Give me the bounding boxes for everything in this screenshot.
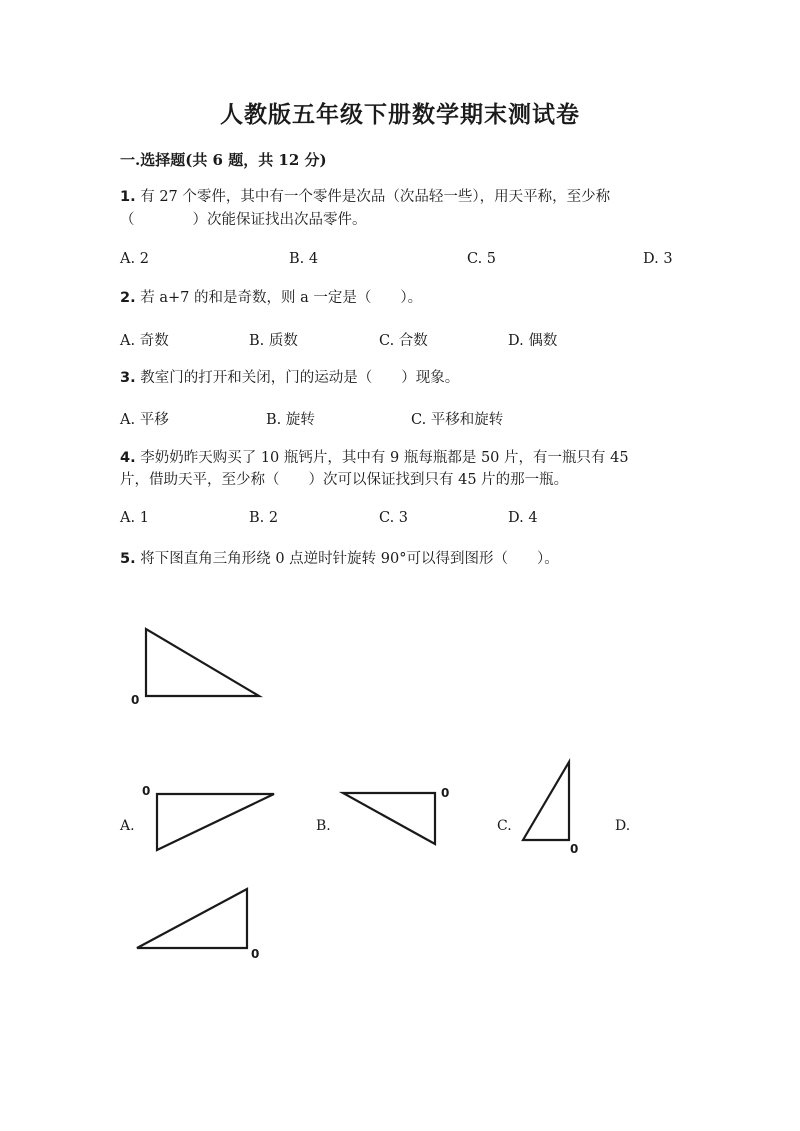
- question-text: 将下图直角三角形绕 0 点逆时针旋转 90°可以得到图形（ ）。: [140, 551, 559, 567]
- triangle-option-c: [523, 762, 569, 840]
- question-text: 李奶奶昨天购买了 10 瓶钙片，其中有 9 瓶每瓶都是 50 片，有一瓶只有 45: [140, 450, 629, 466]
- section-heading: 一.选择题(共 6 题，共 12 分): [120, 151, 327, 169]
- page-title: 人教版五年级下册数学期末测试卷: [220, 101, 580, 128]
- option-b[interactable]: B. 4: [289, 251, 319, 267]
- option-a[interactable]: A. 奇数: [120, 333, 169, 349]
- point-label-c: 0: [570, 842, 579, 856]
- option-d[interactable]: D. 4: [508, 510, 538, 526]
- option-c[interactable]: C.: [497, 818, 512, 834]
- option-b[interactable]: B. 质数: [249, 333, 298, 349]
- original-triangle: [146, 629, 259, 696]
- question-number: 1.: [120, 189, 136, 205]
- option-c[interactable]: C. 5: [467, 251, 497, 267]
- question-number: 3.: [120, 370, 136, 386]
- option-b[interactable]: B. 2: [249, 510, 279, 526]
- triangle-option-a: [157, 794, 274, 850]
- triangle-option-b: [343, 793, 435, 844]
- question-number: 2.: [120, 290, 136, 306]
- option-a[interactable]: A. 平移: [120, 412, 169, 428]
- point-label-b: 0: [441, 786, 450, 800]
- option-a[interactable]: A. 1: [120, 510, 149, 526]
- option-b[interactable]: B. 旋转: [266, 412, 315, 428]
- option-a[interactable]: A. 2: [120, 251, 149, 267]
- option-d[interactable]: D. 3: [643, 251, 673, 267]
- question-text: 教室门的打开和关闭，门的运动是（ ）现象。: [140, 370, 460, 386]
- question-text: 有 27 个零件，其中有一个零件是次品（次品轻一些），用天平称，至少称: [140, 189, 611, 205]
- question-text: 若 a+7 的和是奇数，则 a 一定是（ ）。: [140, 290, 423, 306]
- option-d[interactable]: D. 偶数: [508, 333, 558, 349]
- option-b[interactable]: B.: [316, 818, 331, 834]
- question-1-line2: （ ）次能保证找出次品零件。: [120, 212, 367, 228]
- option-a[interactable]: A.: [120, 818, 135, 834]
- triangle-option-d: [137, 889, 247, 948]
- option-c[interactable]: C. 3: [379, 510, 409, 526]
- question-number: 5.: [120, 551, 136, 567]
- point-label-original: 0: [131, 693, 140, 707]
- point-label-a: 0: [142, 784, 151, 798]
- option-d[interactable]: D.: [615, 818, 631, 834]
- question-number: 4.: [120, 450, 136, 466]
- option-c[interactable]: C. 平移和旋转: [411, 412, 504, 428]
- option-c[interactable]: C. 合数: [379, 333, 428, 349]
- point-label-d: 0: [251, 947, 260, 961]
- question-4-line2: 片，借助天平，至少称（ ）次可以保证找到只有 45 片的那一瓶。: [120, 472, 569, 488]
